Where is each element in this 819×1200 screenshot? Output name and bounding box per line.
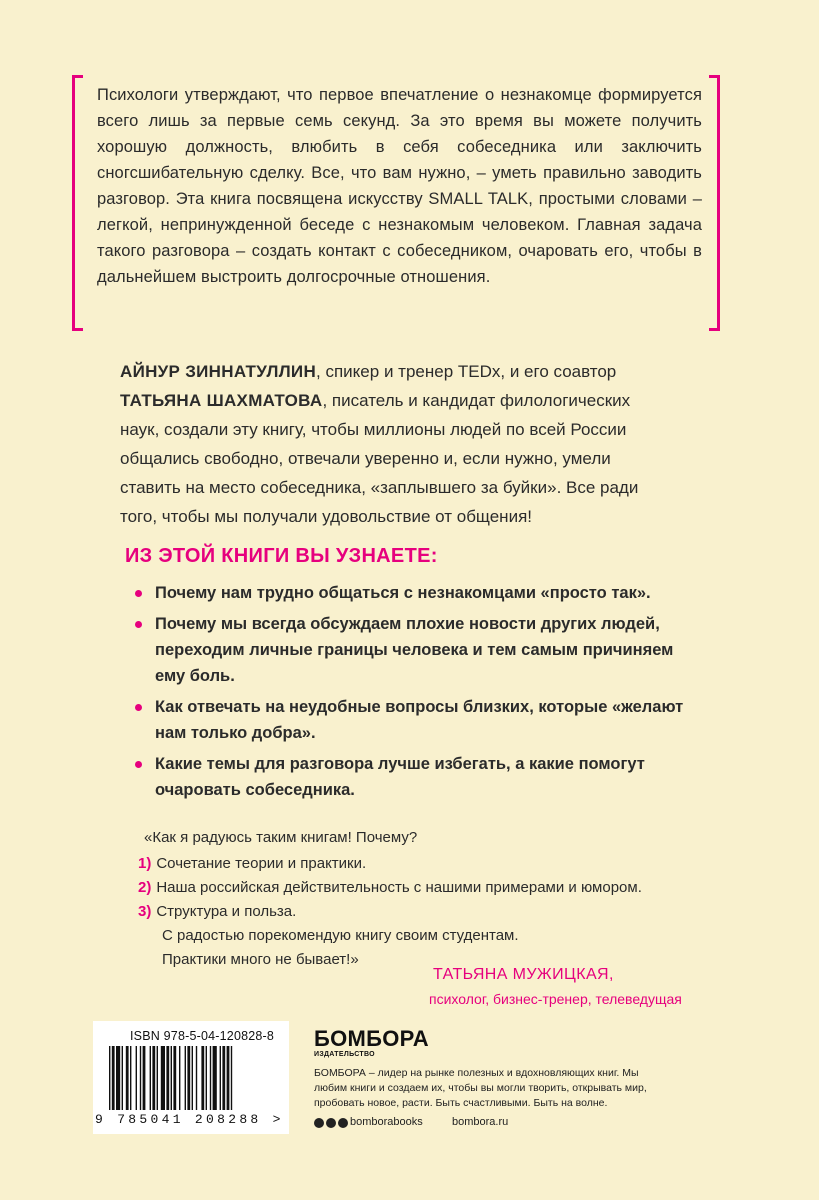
- instagram-icon: [338, 1118, 348, 1128]
- author1-name: АЙНУР ЗИННАТУЛЛИН: [120, 362, 317, 381]
- barcode-digits: 9 785041 208288 >: [95, 1112, 284, 1127]
- bullet-icon: [135, 621, 142, 628]
- publisher-logo: БОМБОРА: [314, 1026, 429, 1051]
- bullet-icon: [135, 590, 142, 597]
- reviewer-title: психолог, бизнес-тренер, телеведущая: [429, 991, 682, 1007]
- author2-desc: , писатель и кандидат филологических наук, создали эту книгу, чтобы миллионы людей по всей России общались свободно, отвечали уверенно и, если нужно, умели ставить на место собеседника, «заплывшего за буйки». Все ради того, чтобы мы получали удовольствие от общения!: [120, 391, 639, 526]
- list-item: Почему нам трудно общаться с незнакомцами «просто так».: [135, 580, 695, 606]
- publisher-website: bombora.ru: [452, 1116, 509, 1128]
- list-item: Какие темы для разговора лучше избегать, а какие помогут очаровать собеседника.: [135, 751, 695, 803]
- publisher-description: БОМБОРА – лидер на рынке полезных и вдохновляющих книг. Мы любим книги и создаем их, чтобы вы могли творить, открывать мир, пробовать новое, расти. Быть счастливыми. Быть на волне.: [314, 1067, 647, 1109]
- learn-heading: ИЗ ЭТОЙ КНИГИ ВЫ УЗНАЕТЕ:: [125, 545, 438, 567]
- quote-point-1: 1) Сочетание теории и практики.: [138, 855, 367, 872]
- social-handle: bomborabooks: [350, 1116, 423, 1128]
- quote-line-5: С радостью порекомендую книгу своим студентам.: [162, 927, 519, 944]
- learn-list: [135, 580, 695, 808]
- intro-paragraph: Психологи утверждают, что первое впечатление о незнакомце формируется всего лишь за первые семь секунд. За это время вы можете получить хорошую должность, влюбить в себя собеседника или заключить сногсшибательную сделку. Все, что вам нужно, – уметь правильно заводить разговор. Эта книга посвящена искусству SMALL TALK, простыми словами – легкой, непринужденной беседе с незнакомым человеком. Главная задача такого разговора – создать контакт с собеседником, очаровать его, чтобы в дальнейшем выстроить долгосрочные отношения.: [97, 86, 702, 286]
- facebook-icon: [314, 1118, 324, 1128]
- right-bracket-decoration: [709, 75, 720, 331]
- left-bracket-decoration: [72, 75, 83, 331]
- list-item: Почему мы всегда обсуждаем плохие новости других людей, переходим личные границы человека и тем самым причиняем ему боль.: [135, 611, 695, 689]
- bullet-icon: [135, 761, 142, 768]
- publisher-subtitle: ИЗДАТЕЛЬСТВО: [314, 1051, 375, 1058]
- quote-intro: «Как я радуюсь таким книгам! Почему?: [144, 829, 418, 846]
- quote-point-3: 3) Структура и польза.: [138, 903, 297, 920]
- author2-name: ТАТЬЯНА ШАХМАТОВА: [120, 391, 323, 410]
- bullet-icon: [135, 704, 142, 711]
- quote-point-2: 2) Наша российская действительность с нашими примерами и юмором.: [138, 879, 642, 896]
- authors-paragraph: [120, 357, 640, 531]
- isbn-label: ISBN 978-5-04-120828-8: [130, 1029, 275, 1043]
- barcode-icon: [109, 1046, 277, 1110]
- author1-desc: , спикер и тренер TEDx, и его соавтор: [316, 362, 617, 381]
- social-icons: [314, 1118, 348, 1128]
- vk-icon: [326, 1118, 336, 1128]
- reviewer-name: ТАТЬЯНА МУЖИЦКАЯ,: [433, 966, 614, 983]
- list-item: Как отвечать на неудобные вопросы близких, которые «желают нам только добра».: [135, 694, 695, 746]
- quote-line-6: Практики много не бывает!»: [162, 951, 359, 968]
